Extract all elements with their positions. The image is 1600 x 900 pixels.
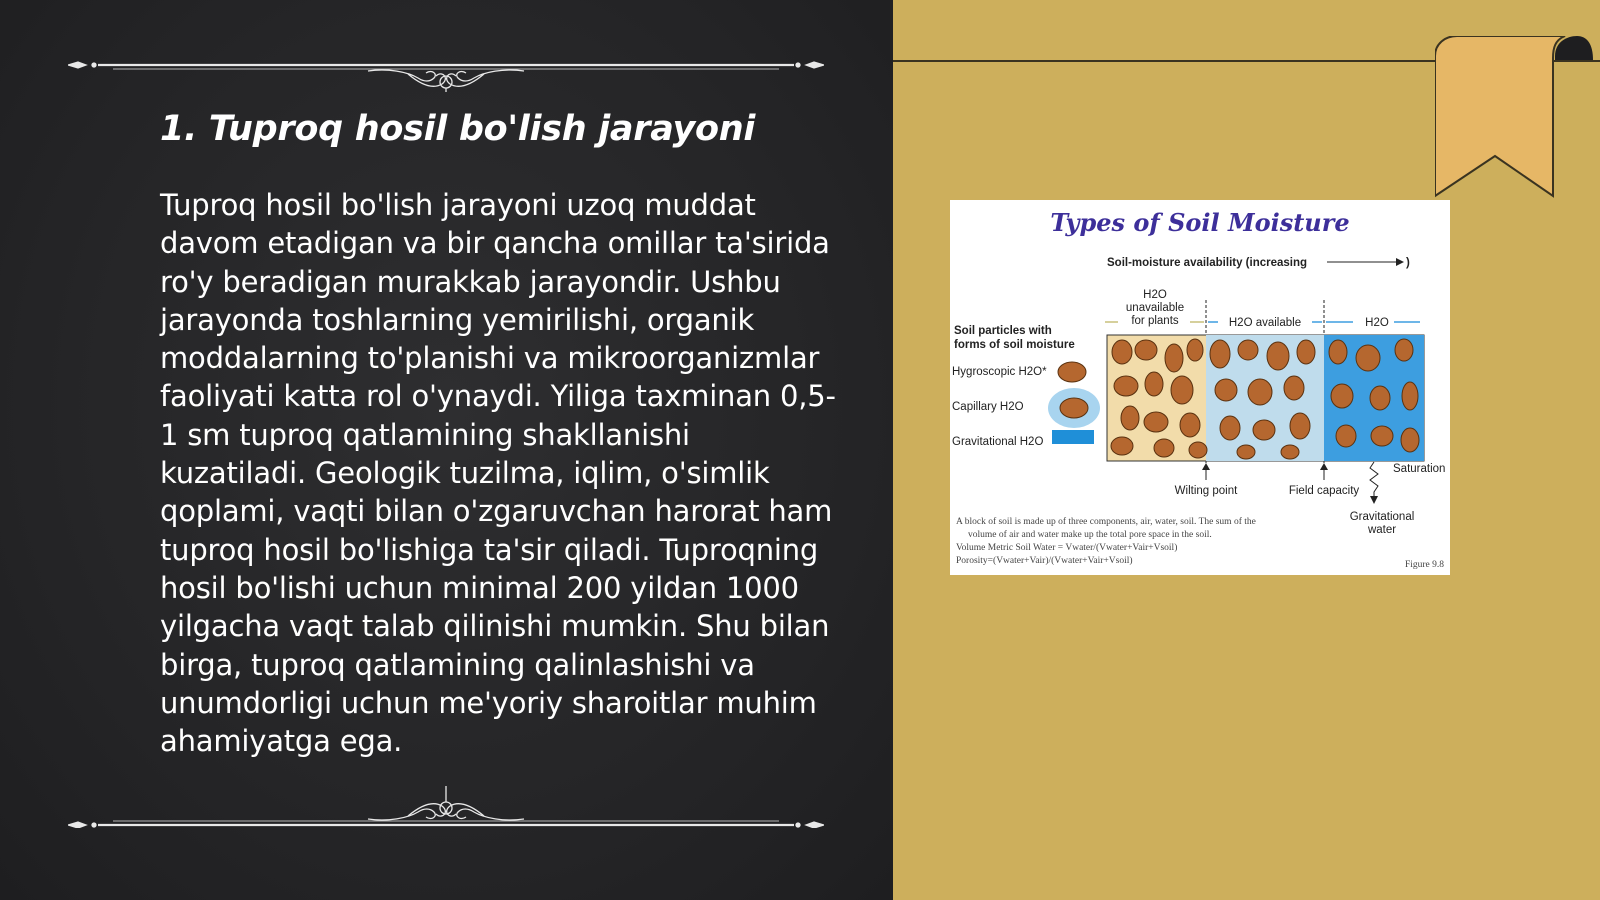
particles-heading-2: forms of soil moisture bbox=[954, 339, 1075, 351]
saturation-arrow-head bbox=[1370, 496, 1378, 504]
gravitational-water-label-2: water bbox=[1367, 524, 1397, 536]
unavailable-label-3: for plants bbox=[1131, 315, 1179, 327]
caption-line-3: Volume Metric Soil Water = Vwater/(Vwater+Vair+Vsoil) bbox=[956, 543, 1178, 553]
top-ornament bbox=[68, 42, 824, 92]
saturation-label: Saturation bbox=[1393, 463, 1446, 475]
soil-block-diagram bbox=[1107, 335, 1424, 461]
capillary-label: Capillary H2O bbox=[952, 401, 1024, 413]
slide-body-text: Tuproq hosil bo'lish jarayoni uzoq muddat davom etadigan va bir qancha omillar ta'sirida ro'y beradigan murakkab jarayondir. Ushbu jarayonda toshlarning yemirilishi, organik moddalarning to'planishi va mikroorganizmlar faoliyati katta rol o'ynaydi. Yiliga taxminan 0,5-1 sm tuproq qatlamining shakllanishi kuzatiladi. Geologik tuzilma, iqlim, o'simlik qoplami, vaqti bilan o'zgaruvchan harorat ham tuproq hosil bo'lishiga ta'sir qiladi. Tuproqning hosil bo'lishi uchun minimal 200 yildan 1000 yilgacha vaqt talab qilinishi mumkin. Shu bilan birga, tuproq qatlamining qalinlashishi va unumdorligi uchun me'yoriy sharoitlar muhim ahamiyatga ega. bbox=[160, 188, 836, 759]
gravitational-water-icon bbox=[1052, 430, 1094, 444]
saturation-squiggle bbox=[1370, 462, 1378, 500]
field-capacity-label: Field capacity bbox=[1288, 485, 1360, 497]
capacity-arrow-head bbox=[1320, 463, 1328, 470]
availability-arrow-head bbox=[1396, 258, 1404, 266]
caption-line-2: volume of air and water make up the total pore space in the soil. bbox=[968, 530, 1212, 540]
h2o-label: H2O bbox=[1365, 317, 1389, 329]
bottom-ornament bbox=[68, 778, 824, 828]
particles-heading-1: Soil particles with bbox=[954, 325, 1052, 337]
gravitational-label: Gravitational H2O bbox=[952, 436, 1044, 448]
available-label: H2O available bbox=[1228, 317, 1302, 329]
figure-title: Types of Soil Moisture bbox=[1050, 208, 1350, 237]
gravitational-water-label-1: Gravitational bbox=[1349, 511, 1415, 523]
unavailable-label-1: H2O bbox=[1143, 289, 1167, 301]
bookmark-icon bbox=[1435, 36, 1593, 201]
unavailable-label-2: unavailable bbox=[1125, 302, 1185, 314]
figure-number: Figure 9.8 bbox=[1404, 560, 1444, 570]
slide-title: 1. Tuproq hosil bo'lish jarayoni bbox=[160, 109, 756, 149]
wilting-arrow-head bbox=[1202, 463, 1210, 470]
availability-paren: ) bbox=[1406, 257, 1410, 269]
availability-label: Soil-moisture availability (increasing bbox=[1107, 257, 1308, 269]
capillary-particle-icon bbox=[1060, 398, 1088, 418]
soil-moisture-figure bbox=[950, 200, 1450, 575]
wilting-point-label: Wilting point bbox=[1174, 485, 1238, 497]
hygroscopic-label: Hygroscopic H2O* bbox=[952, 366, 1047, 378]
caption-line-4: Porosity=(Vwater+Vair)/(Vwater+Vair+Vsoil) bbox=[956, 556, 1133, 566]
caption-line-1: A block of soil is made up of three components, air, water, soil. The sum of the bbox=[956, 517, 1256, 527]
hygroscopic-particle-icon bbox=[1058, 362, 1086, 382]
